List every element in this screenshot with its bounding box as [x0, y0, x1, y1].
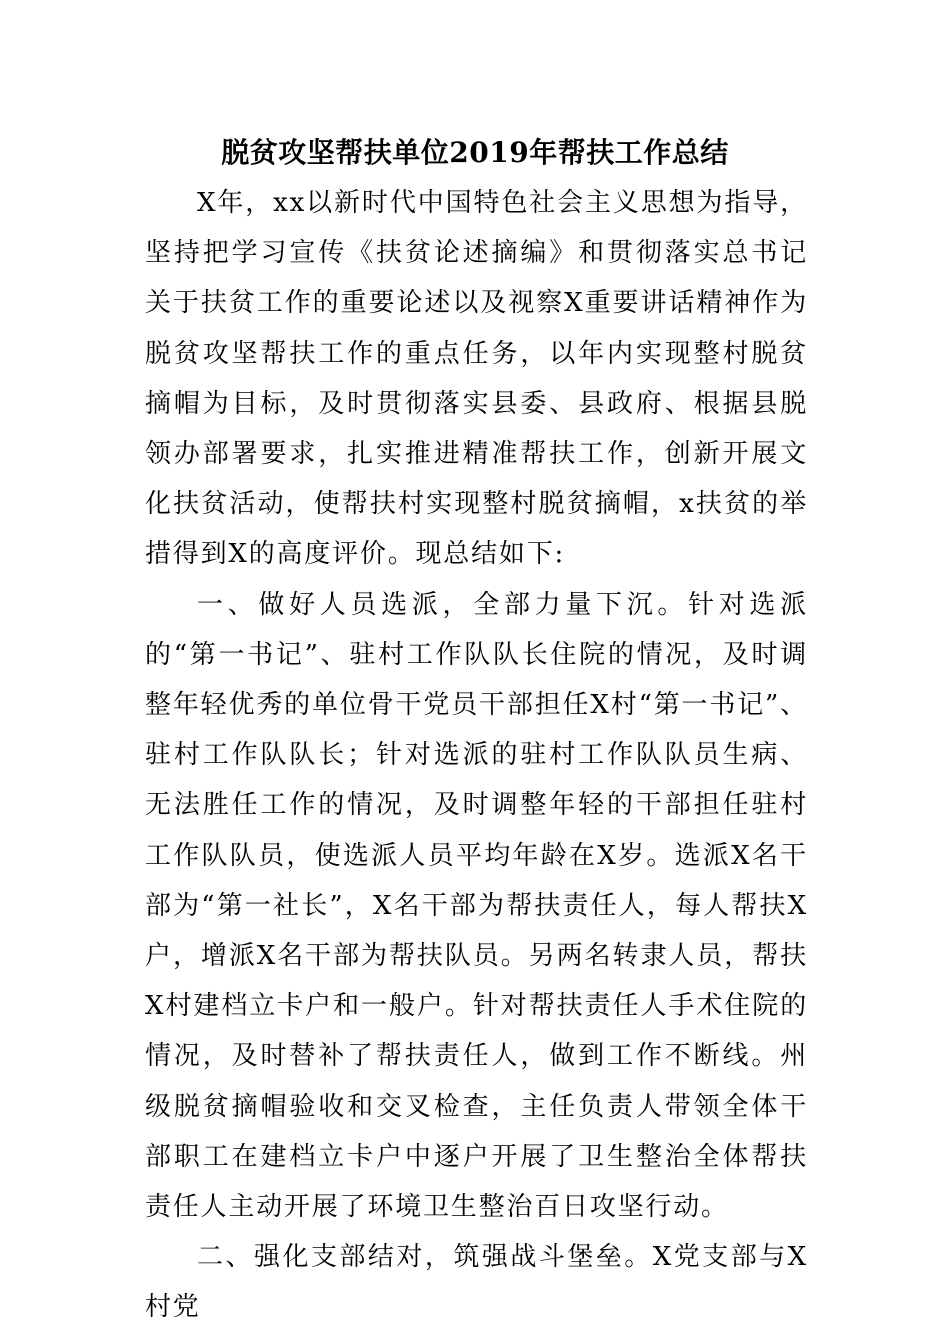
paragraph-section-1: 一、做好人员选派，全部力量下沉。针对选派的“第一书记”、驻村工作队队长住院的情况，及时调整年轻优秀的单位骨干党员干部担任X村“第一书记”、驻村工作队队长；针对选派的驻村工作队队员生病、无法胜任工作的情况，及时调整年轻的干部担任驻村工作队队员，使选派人员平均年龄在X岁。选派X名干部为“第一社长”，X名干部为帮扶责任人，每人帮扶X户，增派X名干部为帮扶队员。另两名转隶人员，帮扶X村建档立卡户和一般户。针对帮扶责任人手术住院的情况，及时替补了帮扶责任人，做到工作不断线。州级脱贫摘帽验收和交叉检查，主任负责人带领全体干部职工在建档立卡户中逐户开展了卫生整治全体帮扶责任人主动开展了环境卫生整治百日攻坚行动。	[145, 589, 808, 1223]
document-body	[145, 178, 808, 1333]
paragraph-section-2: 二、强化支部结对，筑强战斗堡垒。X党支部与X村党	[145, 1242, 808, 1323]
paragraph-intro: X年，xx以新时代中国特色社会主义思想为指导，坚持把学习宣传《扶贫论述摘编》和贯彻落实总书记关于扶贫工作的重要论述以及视察X重要讲话精神作为脱贫攻坚帮扶工作的重点任务，以年内实现整村脱贫摘帽为目标，及时贯彻落实县委、县政府、根据县脱领办部署要求，扎实推进精准帮扶工作，创新开展文化扶贫活动，使帮扶村实现整村脱贫摘帽，x扶贫的举措得到X的高度评价。现总结如下:	[145, 188, 808, 570]
document-title: 脱贫攻坚帮扶单位2019年帮扶工作总结	[221, 136, 729, 169]
